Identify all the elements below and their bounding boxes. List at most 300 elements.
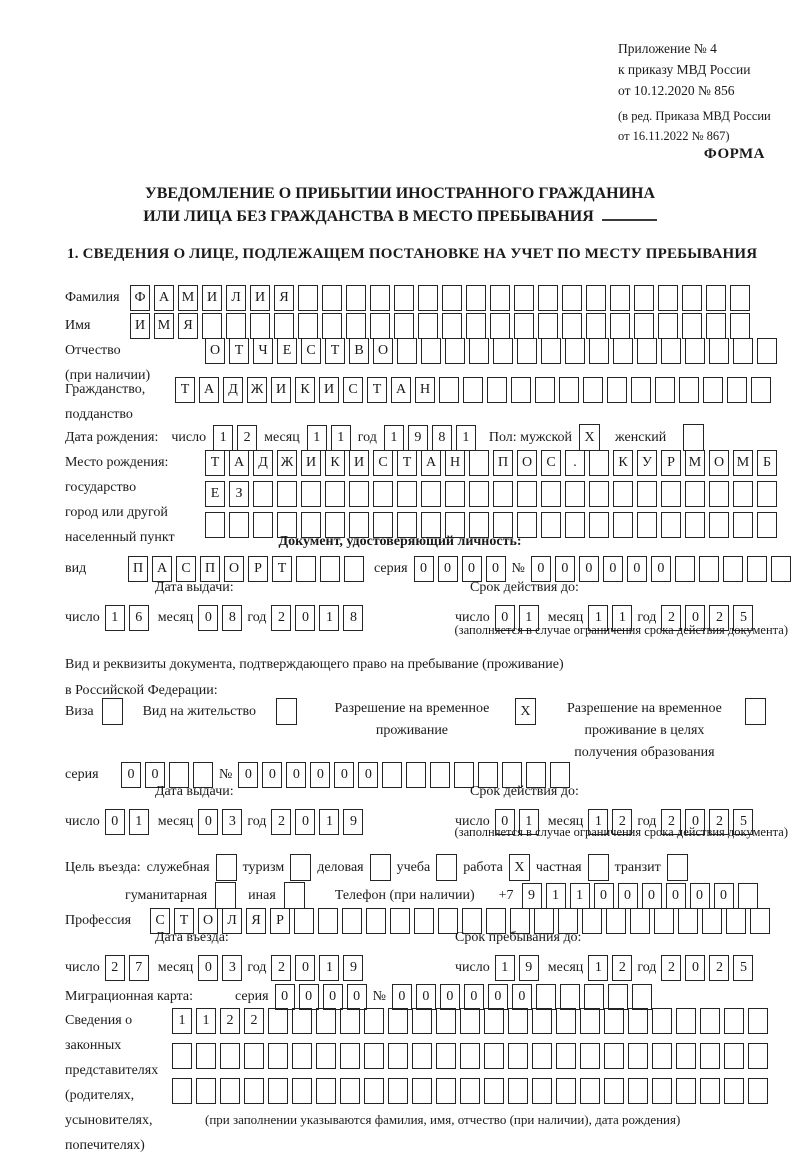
char-cell[interactable] (322, 313, 342, 339)
char-cell[interactable]: 6 (129, 605, 149, 631)
char-cell[interactable] (370, 285, 390, 311)
char-cell[interactable] (610, 285, 630, 311)
char-cell[interactable]: Я (178, 313, 198, 339)
char-cell[interactable] (632, 984, 652, 1010)
char-cell[interactable] (580, 1078, 600, 1104)
char-cell[interactable] (382, 762, 402, 788)
char-cell[interactable] (606, 908, 626, 934)
residence-permit-checkbox[interactable] (276, 698, 297, 725)
char-cell[interactable] (418, 285, 438, 311)
char-cell[interactable]: Я (274, 285, 294, 311)
purpose-study-checkbox[interactable] (436, 854, 457, 881)
char-cell[interactable]: 0 (275, 984, 295, 1010)
char-cell[interactable]: М (733, 450, 753, 476)
char-cell[interactable]: 0 (438, 556, 458, 582)
char-cell[interactable] (586, 285, 606, 311)
char-cell[interactable] (292, 1043, 312, 1069)
char-cell[interactable] (730, 285, 750, 311)
char-cell[interactable]: С (343, 377, 363, 403)
char-cell[interactable] (346, 313, 366, 339)
char-cell[interactable]: Р (248, 556, 268, 582)
char-cell[interactable]: 2 (244, 1008, 264, 1034)
char-cell[interactable] (757, 338, 777, 364)
char-cell[interactable]: 0 (105, 809, 125, 835)
char-cell[interactable] (508, 1008, 528, 1034)
char-cell[interactable] (538, 313, 558, 339)
char-cell[interactable]: С (176, 556, 196, 582)
char-cell[interactable] (699, 556, 719, 582)
char-cell[interactable]: 0 (299, 984, 319, 1010)
char-cell[interactable]: М (178, 285, 198, 311)
char-cell[interactable] (682, 285, 702, 311)
char-cell[interactable]: С (541, 450, 561, 476)
char-cell[interactable] (675, 556, 695, 582)
char-cell[interactable] (562, 313, 582, 339)
char-cell[interactable] (294, 908, 314, 934)
char-cell[interactable] (604, 1043, 624, 1069)
char-cell[interactable] (652, 1008, 672, 1034)
char-cell[interactable] (340, 1078, 360, 1104)
char-cell[interactable] (771, 556, 791, 582)
char-cell[interactable]: П (493, 450, 513, 476)
char-cell[interactable]: И (349, 450, 369, 476)
char-cell[interactable] (196, 1078, 216, 1104)
char-cell[interactable] (750, 908, 770, 934)
char-cell[interactable]: 1 (213, 425, 233, 451)
char-cell[interactable] (196, 1043, 216, 1069)
char-cell[interactable] (439, 377, 459, 403)
char-cell[interactable]: 2 (709, 955, 729, 981)
char-cell[interactable]: 2 (661, 955, 681, 981)
char-cell[interactable] (541, 338, 561, 364)
char-cell[interactable] (514, 313, 534, 339)
char-cell[interactable] (490, 313, 510, 339)
purpose-other-checkbox[interactable] (284, 882, 305, 909)
char-cell[interactable] (298, 313, 318, 339)
char-cell[interactable]: Ж (247, 377, 267, 403)
char-cell[interactable] (436, 1008, 456, 1034)
char-cell[interactable]: 0 (462, 556, 482, 582)
char-cell[interactable]: 2 (237, 425, 257, 451)
char-cell[interactable]: 0 (690, 883, 710, 909)
char-cell[interactable] (296, 556, 316, 582)
char-cell[interactable]: А (199, 377, 219, 403)
char-cell[interactable]: 7 (129, 955, 149, 981)
char-cell[interactable]: О (224, 556, 244, 582)
char-cell[interactable] (751, 377, 771, 403)
char-cell[interactable]: 0 (488, 984, 508, 1010)
char-cell[interactable] (727, 377, 747, 403)
purpose-business-checkbox[interactable] (370, 854, 391, 881)
char-cell[interactable] (511, 377, 531, 403)
char-cell[interactable]: 1 (612, 605, 632, 631)
char-cell[interactable]: 1 (570, 883, 590, 909)
char-cell[interactable]: И (130, 313, 150, 339)
char-cell[interactable]: 0 (464, 984, 484, 1010)
char-cell[interactable]: 2 (271, 955, 291, 981)
char-cell[interactable]: В (349, 338, 369, 364)
char-cell[interactable]: 5 (733, 955, 753, 981)
char-cell[interactable] (700, 1043, 720, 1069)
char-cell[interactable] (274, 313, 294, 339)
char-cell[interactable]: Р (270, 908, 290, 934)
char-cell[interactable] (532, 1078, 552, 1104)
char-cell[interactable]: С (150, 908, 170, 934)
char-cell[interactable]: 0 (685, 605, 705, 631)
char-cell[interactable] (484, 1008, 504, 1034)
char-cell[interactable] (514, 285, 534, 311)
char-cell[interactable]: Ж (277, 450, 297, 476)
char-cell[interactable] (517, 481, 537, 507)
char-cell[interactable]: 0 (440, 984, 460, 1010)
char-cell[interactable] (342, 908, 362, 934)
char-cell[interactable]: 0 (323, 984, 343, 1010)
char-cell[interactable] (397, 481, 417, 507)
char-cell[interactable] (654, 908, 674, 934)
char-cell[interactable]: 2 (271, 605, 291, 631)
char-cell[interactable]: Т (205, 450, 225, 476)
char-cell[interactable]: Я (246, 908, 266, 934)
temp-residence-education-checkbox[interactable] (745, 698, 766, 725)
char-cell[interactable] (723, 556, 743, 582)
char-cell[interactable] (463, 377, 483, 403)
char-cell[interactable] (628, 1008, 648, 1034)
char-cell[interactable]: О (205, 338, 225, 364)
char-cell[interactable] (682, 313, 702, 339)
char-cell[interactable] (565, 338, 585, 364)
char-cell[interactable] (538, 285, 558, 311)
char-cell[interactable] (202, 313, 222, 339)
char-cell[interactable] (658, 313, 678, 339)
char-cell[interactable]: 8 (343, 605, 363, 631)
char-cell[interactable] (709, 481, 729, 507)
char-cell[interactable] (748, 1078, 768, 1104)
char-cell[interactable]: 0 (714, 883, 734, 909)
char-cell[interactable]: А (229, 450, 249, 476)
char-cell[interactable]: И (250, 285, 270, 311)
char-cell[interactable]: 2 (220, 1008, 240, 1034)
char-cell[interactable]: Д (223, 377, 243, 403)
char-cell[interactable] (298, 285, 318, 311)
char-cell[interactable]: К (613, 450, 633, 476)
char-cell[interactable]: 3 (222, 809, 242, 835)
char-cell[interactable] (685, 481, 705, 507)
char-cell[interactable] (301, 481, 321, 507)
char-cell[interactable] (628, 1078, 648, 1104)
char-cell[interactable]: 0 (618, 883, 638, 909)
char-cell[interactable] (610, 313, 630, 339)
char-cell[interactable]: О (373, 338, 393, 364)
char-cell[interactable]: 0 (642, 883, 662, 909)
char-cell[interactable]: Т (325, 338, 345, 364)
char-cell[interactable] (733, 481, 753, 507)
char-cell[interactable]: 2 (661, 605, 681, 631)
char-cell[interactable] (292, 1078, 312, 1104)
char-cell[interactable]: 0 (198, 809, 218, 835)
char-cell[interactable]: 2 (661, 809, 681, 835)
char-cell[interactable]: 1 (588, 955, 608, 981)
char-cell[interactable]: О (198, 908, 218, 934)
char-cell[interactable]: 1 (196, 1008, 216, 1034)
char-cell[interactable]: А (421, 450, 441, 476)
char-cell[interactable]: О (517, 450, 537, 476)
char-cell[interactable] (418, 313, 438, 339)
char-cell[interactable] (637, 338, 657, 364)
char-cell[interactable] (748, 1043, 768, 1069)
char-cell[interactable]: 9 (408, 425, 428, 451)
char-cell[interactable] (604, 1008, 624, 1034)
char-cell[interactable]: Б (757, 450, 777, 476)
char-cell[interactable]: А (152, 556, 172, 582)
char-cell[interactable] (445, 338, 465, 364)
char-cell[interactable]: . (565, 450, 585, 476)
char-cell[interactable]: 0 (347, 984, 367, 1010)
char-cell[interactable] (628, 1043, 648, 1069)
char-cell[interactable]: С (301, 338, 321, 364)
char-cell[interactable] (412, 1008, 432, 1034)
char-cell[interactable] (583, 377, 603, 403)
char-cell[interactable] (685, 338, 705, 364)
char-cell[interactable] (493, 338, 513, 364)
char-cell[interactable] (244, 1078, 264, 1104)
char-cell[interactable]: 0 (392, 984, 412, 1010)
char-cell[interactable] (733, 338, 753, 364)
char-cell[interactable] (394, 313, 414, 339)
char-cell[interactable] (322, 285, 342, 311)
char-cell[interactable] (706, 285, 726, 311)
char-cell[interactable] (250, 313, 270, 339)
char-cell[interactable]: 8 (432, 425, 452, 451)
char-cell[interactable]: 1 (519, 809, 539, 835)
char-cell[interactable] (388, 1008, 408, 1034)
char-cell[interactable] (277, 481, 297, 507)
char-cell[interactable]: 0 (334, 762, 354, 788)
char-cell[interactable] (436, 1078, 456, 1104)
char-cell[interactable] (586, 313, 606, 339)
char-cell[interactable]: 5 (733, 809, 753, 835)
char-cell[interactable]: 0 (603, 556, 623, 582)
char-cell[interactable]: Е (205, 481, 225, 507)
char-cell[interactable] (724, 1008, 744, 1034)
char-cell[interactable] (559, 377, 579, 403)
char-cell[interactable] (487, 377, 507, 403)
char-cell[interactable] (469, 338, 489, 364)
char-cell[interactable] (388, 1043, 408, 1069)
char-cell[interactable] (436, 1043, 456, 1069)
char-cell[interactable] (388, 1078, 408, 1104)
char-cell[interactable]: С (373, 450, 393, 476)
char-cell[interactable]: 0 (198, 605, 218, 631)
char-cell[interactable] (366, 908, 386, 934)
char-cell[interactable] (536, 984, 556, 1010)
char-cell[interactable] (346, 285, 366, 311)
temp-residence-checkbox[interactable]: X (515, 698, 536, 725)
purpose-tourism-checkbox[interactable] (290, 854, 311, 881)
char-cell[interactable] (484, 1078, 504, 1104)
char-cell[interactable]: 2 (612, 809, 632, 835)
char-cell[interactable] (634, 313, 654, 339)
char-cell[interactable] (490, 285, 510, 311)
char-cell[interactable]: 0 (495, 605, 515, 631)
char-cell[interactable]: Ч (253, 338, 273, 364)
char-cell[interactable] (325, 481, 345, 507)
purpose-official-checkbox[interactable] (216, 854, 237, 881)
char-cell[interactable] (655, 377, 675, 403)
char-cell[interactable] (172, 1043, 192, 1069)
char-cell[interactable]: 1 (129, 809, 149, 835)
char-cell[interactable] (268, 1078, 288, 1104)
visa-checkbox[interactable] (102, 698, 123, 725)
char-cell[interactable] (589, 481, 609, 507)
char-cell[interactable] (318, 908, 338, 934)
char-cell[interactable] (706, 313, 726, 339)
char-cell[interactable] (268, 1008, 288, 1034)
char-cell[interactable]: И (319, 377, 339, 403)
char-cell[interactable]: 0 (531, 556, 551, 582)
purpose-private-checkbox[interactable] (588, 854, 609, 881)
char-cell[interactable] (349, 481, 369, 507)
char-cell[interactable] (589, 450, 609, 476)
char-cell[interactable] (700, 1008, 720, 1034)
char-cell[interactable] (726, 908, 746, 934)
char-cell[interactable]: 1 (456, 425, 476, 451)
char-cell[interactable]: 0 (295, 809, 315, 835)
char-cell[interactable]: 0 (627, 556, 647, 582)
char-cell[interactable]: 1 (331, 425, 351, 451)
char-cell[interactable] (676, 1008, 696, 1034)
char-cell[interactable]: 1 (384, 425, 404, 451)
char-cell[interactable] (364, 1043, 384, 1069)
char-cell[interactable] (397, 338, 417, 364)
char-cell[interactable] (445, 481, 465, 507)
char-cell[interactable]: 0 (295, 605, 315, 631)
char-cell[interactable] (560, 984, 580, 1010)
char-cell[interactable] (604, 1078, 624, 1104)
char-cell[interactable] (747, 556, 767, 582)
char-cell[interactable] (412, 1043, 432, 1069)
char-cell[interactable] (738, 883, 758, 909)
char-cell[interactable]: М (154, 313, 174, 339)
char-cell[interactable]: 2 (271, 809, 291, 835)
char-cell[interactable] (253, 481, 273, 507)
char-cell[interactable]: 0 (198, 955, 218, 981)
char-cell[interactable] (390, 908, 410, 934)
char-cell[interactable]: У (637, 450, 657, 476)
char-cell[interactable] (724, 1078, 744, 1104)
char-cell[interactable] (340, 1043, 360, 1069)
char-cell[interactable] (373, 481, 393, 507)
char-cell[interactable] (292, 1008, 312, 1034)
char-cell[interactable] (700, 1078, 720, 1104)
char-cell[interactable]: 0 (358, 762, 378, 788)
char-cell[interactable] (316, 1043, 336, 1069)
char-cell[interactable] (532, 1043, 552, 1069)
char-cell[interactable] (541, 481, 561, 507)
char-cell[interactable]: 1 (319, 809, 339, 835)
char-cell[interactable] (748, 1008, 768, 1034)
char-cell[interactable] (414, 908, 434, 934)
char-cell[interactable] (406, 762, 426, 788)
char-cell[interactable]: 2 (612, 955, 632, 981)
char-cell[interactable] (580, 1043, 600, 1069)
char-cell[interactable]: П (200, 556, 220, 582)
char-cell[interactable]: 0 (579, 556, 599, 582)
char-cell[interactable] (580, 1008, 600, 1034)
char-cell[interactable] (702, 908, 722, 934)
char-cell[interactable]: 2 (709, 605, 729, 631)
char-cell[interactable]: М (685, 450, 705, 476)
char-cell[interactable] (757, 481, 777, 507)
char-cell[interactable]: Л (222, 908, 242, 934)
char-cell[interactable] (421, 481, 441, 507)
char-cell[interactable]: 1 (495, 955, 515, 981)
char-cell[interactable]: 9 (519, 955, 539, 981)
char-cell[interactable]: Т (174, 908, 194, 934)
char-cell[interactable]: А (391, 377, 411, 403)
char-cell[interactable]: 0 (310, 762, 330, 788)
char-cell[interactable] (484, 1043, 504, 1069)
char-cell[interactable] (460, 1078, 480, 1104)
char-cell[interactable]: Т (367, 377, 387, 403)
char-cell[interactable] (556, 1008, 576, 1034)
char-cell[interactable]: И (301, 450, 321, 476)
char-cell[interactable] (469, 481, 489, 507)
char-cell[interactable]: 0 (685, 809, 705, 835)
char-cell[interactable]: 1 (319, 605, 339, 631)
char-cell[interactable] (562, 285, 582, 311)
char-cell[interactable] (676, 1078, 696, 1104)
char-cell[interactable] (244, 1043, 264, 1069)
char-cell[interactable] (608, 984, 628, 1010)
purpose-transit-checkbox[interactable] (667, 854, 688, 881)
char-cell[interactable]: 0 (685, 955, 705, 981)
char-cell[interactable]: 1 (588, 605, 608, 631)
char-cell[interactable] (661, 338, 681, 364)
char-cell[interactable]: Д (253, 450, 273, 476)
char-cell[interactable] (679, 377, 699, 403)
char-cell[interactable]: 0 (262, 762, 282, 788)
char-cell[interactable] (421, 338, 441, 364)
char-cell[interactable] (370, 313, 390, 339)
char-cell[interactable]: 0 (238, 762, 258, 788)
char-cell[interactable]: Е (277, 338, 297, 364)
char-cell[interactable]: З (229, 481, 249, 507)
char-cell[interactable] (469, 450, 489, 476)
char-cell[interactable]: 1 (588, 809, 608, 835)
char-cell[interactable]: Н (415, 377, 435, 403)
char-cell[interactable] (442, 285, 462, 311)
char-cell[interactable] (661, 481, 681, 507)
char-cell[interactable] (535, 377, 555, 403)
char-cell[interactable] (676, 1043, 696, 1069)
char-cell[interactable] (394, 285, 414, 311)
char-cell[interactable] (364, 1008, 384, 1034)
char-cell[interactable]: 5 (733, 605, 753, 631)
char-cell[interactable]: 8 (222, 605, 242, 631)
char-cell[interactable] (584, 984, 604, 1010)
char-cell[interactable]: И (271, 377, 291, 403)
char-cell[interactable]: 1 (546, 883, 566, 909)
char-cell[interactable]: 0 (414, 556, 434, 582)
char-cell[interactable] (466, 313, 486, 339)
char-cell[interactable]: 0 (594, 883, 614, 909)
char-cell[interactable]: 1 (105, 605, 125, 631)
char-cell[interactable] (508, 1078, 528, 1104)
char-cell[interactable]: Т (272, 556, 292, 582)
char-cell[interactable] (220, 1078, 240, 1104)
char-cell[interactable] (220, 1043, 240, 1069)
char-cell[interactable]: 0 (145, 762, 165, 788)
